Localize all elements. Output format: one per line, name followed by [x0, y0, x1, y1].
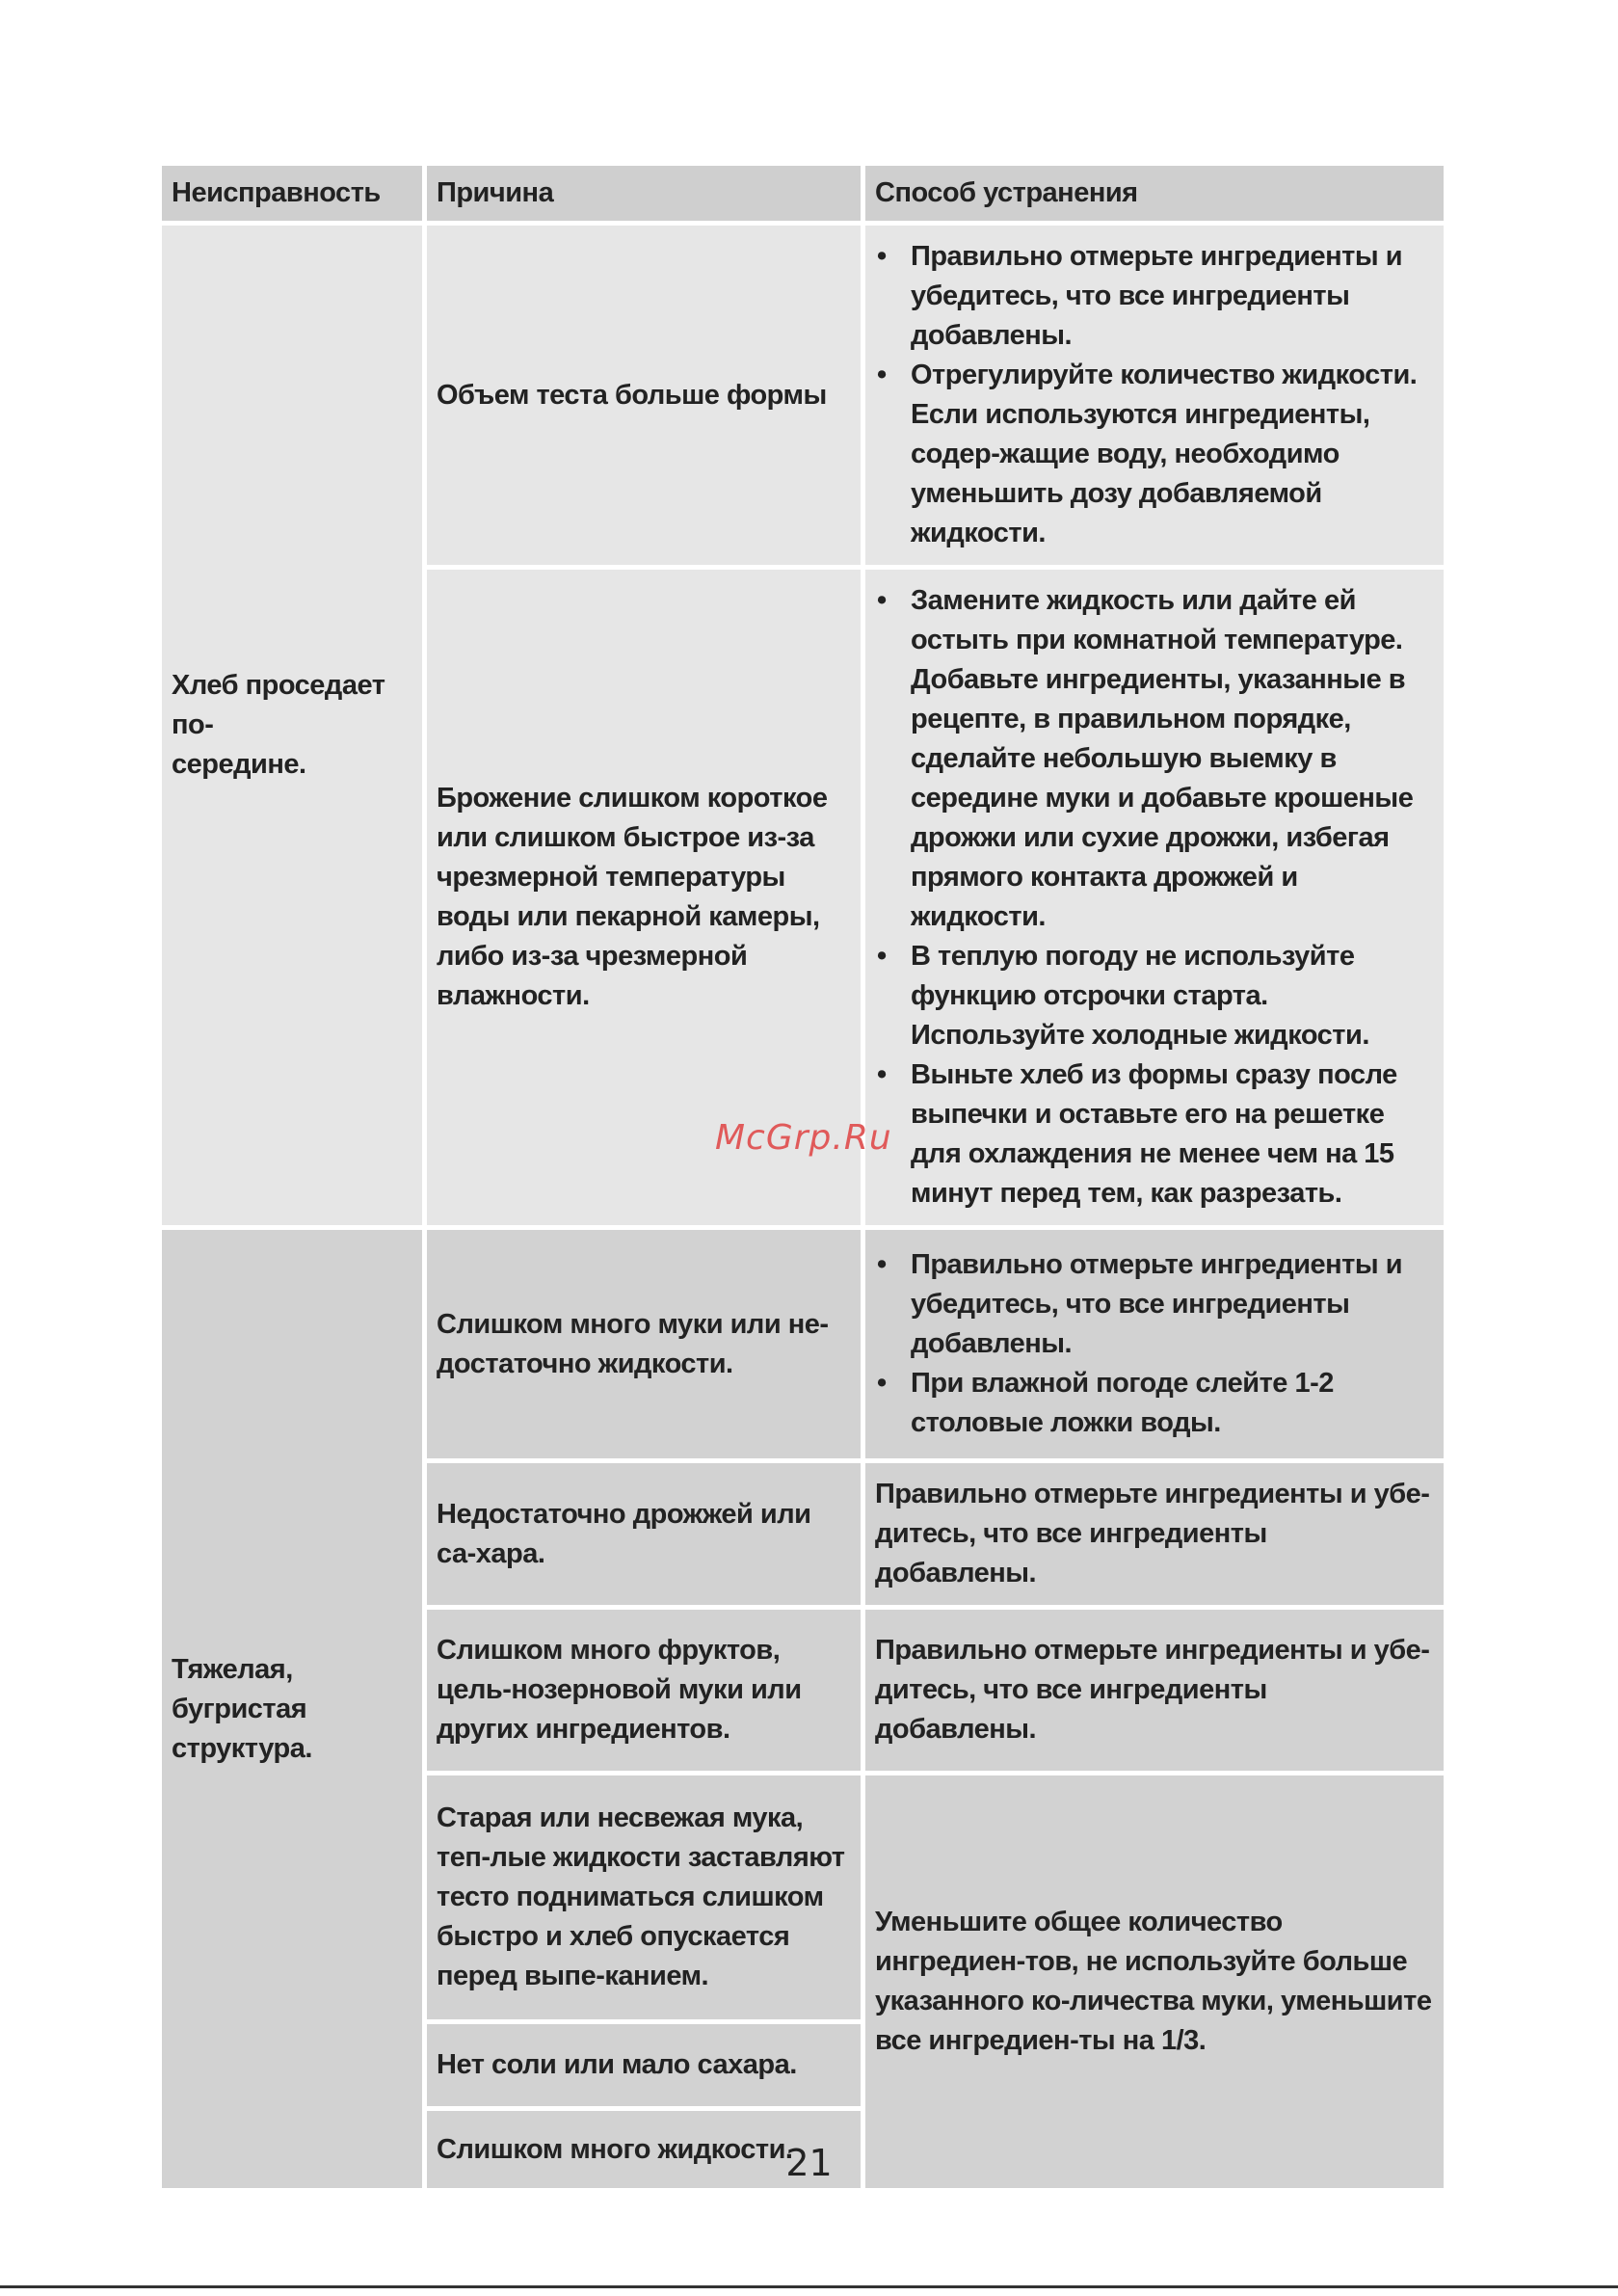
- cause-cell: Слишком много жидкости.: [427, 2111, 861, 2188]
- remedy-item: • Правильно отмерьте ингредиенты и убедитесь, что все ингредиенты добавлены.: [875, 1245, 1434, 1364]
- remedy-list: [875, 1245, 1434, 1443]
- remedy-cell: Уменьшите общее количество ингредиен-тов, не используйте больше указанного ко-личества муки, уменьшите все ингредиен-ты на 1/3.: [865, 1775, 1444, 2188]
- remedy-cell: Правильно отмерьте ингредиенты и убе-дитесь, что все ингредиенты добавлены.: [865, 1610, 1444, 1771]
- remedy-list: [875, 237, 1434, 553]
- watermark-text: McGrp.Ru: [715, 1118, 892, 1158]
- remedy-item: • Правильно отмерьте ингредиенты и убедитесь, что все ингредиенты добавлены.: [875, 237, 1434, 356]
- remedy-cell: [865, 226, 1444, 565]
- remedy-cell: [865, 1230, 1444, 1458]
- troubleshooting-table: [157, 161, 1448, 2193]
- cause-cell: Брожение слишком короткое или слишком быстрое из-за чрезмерной температуры воды или пекарной камеры, либо из-за чрезмерной влажности.: [427, 570, 861, 1225]
- cause-cell: Слишком много муки или не-достаточно жидкости.: [427, 1230, 861, 1458]
- remedy-item: • В теплую погоду не используйте функцию отсрочки старта. Используйте холодные жидкости.: [875, 937, 1434, 1055]
- problem-cell: Хлеб проседает по- середине.: [162, 226, 422, 1225]
- remedy-list: [875, 581, 1434, 1214]
- problem-cell: Тяжелая, бугристая структура.: [162, 1230, 422, 2188]
- page-number: 21: [785, 2142, 833, 2184]
- remedy-cell: Правильно отмерьте ингредиенты и убе-дитесь, что все ингредиенты добавлены.: [865, 1463, 1444, 1605]
- header-problem: Неисправность: [162, 166, 422, 221]
- table-row: [162, 226, 1444, 565]
- cause-cell: Старая или несвежая мука, теп-лые жидкости заставляют тесто подниматься слишком быстро и хлеб опускается перед выпе-канием.: [427, 1775, 861, 2019]
- cause-cell: Нет соли или мало сахара.: [427, 2024, 861, 2106]
- remedy-item: • При влажной погоде слейте 1-2 столовые ложки воды.: [875, 1364, 1434, 1443]
- cause-cell: Слишком много фруктов, цель-нозерновой муки или других ингредиентов.: [427, 1610, 861, 1771]
- table-header-row: [162, 166, 1444, 221]
- remedy-item: • Замените жидкость или дайте ей остыть при комнатной температуре. Добавьте ингредиенты, указанные в рецепте, в правильном порядке, сделайте небольшую выемку в середине муки и добавьте крошеные дрожжи или сухие дрожжи, избегая прямого контакта дрожжей и жидкости.: [875, 581, 1434, 937]
- bottom-divider: [0, 2285, 1618, 2288]
- cause-cell: Объем теста больше формы: [427, 226, 861, 565]
- remedy-item: • Выньте хлеб из формы сразу после выпечки и оставьте его на решетке для охлаждения не менее чем на 15 минут перед тем, как разрезать.: [875, 1055, 1434, 1214]
- table-row: [162, 1230, 1444, 1458]
- cause-cell: Недостаточно дрожжей или са-хара.: [427, 1463, 861, 1605]
- remedy-cell: [865, 570, 1444, 1225]
- remedy-item: • Отрегулируйте количество жидкости. Если используются ингредиенты, содер-жащие воду, необходимо уменьшить дозу добавляемой жидкости.: [875, 356, 1434, 553]
- header-cause: Причина: [427, 166, 861, 221]
- header-remedy: Способ устранения: [865, 166, 1444, 221]
